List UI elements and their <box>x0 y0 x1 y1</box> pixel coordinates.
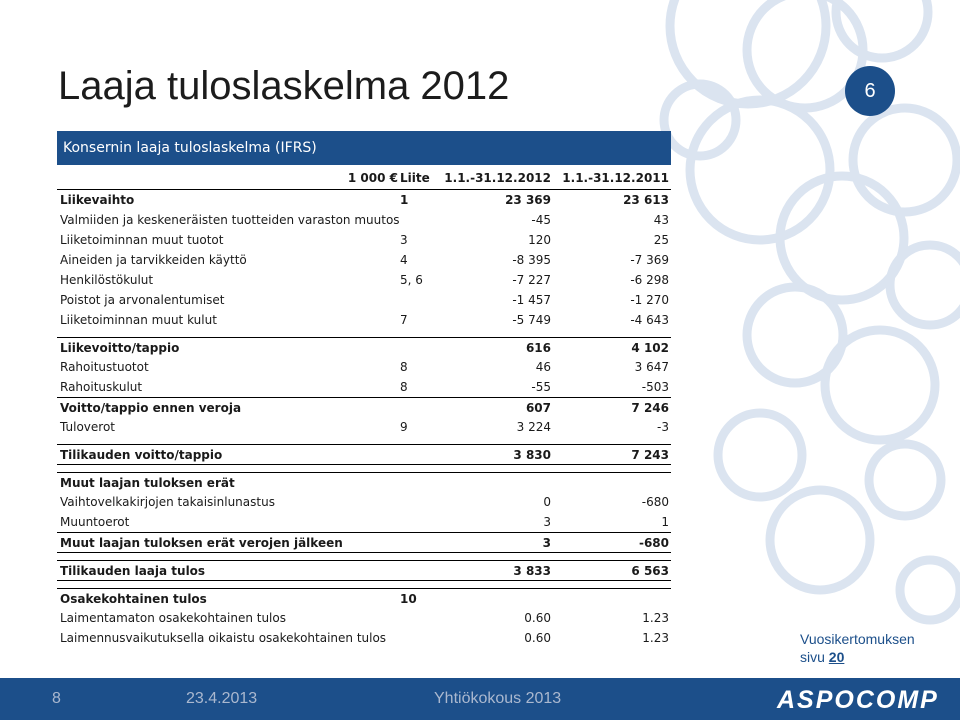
row-value-2012: 3 <box>543 515 551 529</box>
row-value-2011: 1 <box>661 515 669 529</box>
footer-event: Yhtiökokous 2013 <box>434 690 562 707</box>
table-row <box>57 357 671 377</box>
row-value-2012: 0 <box>543 495 551 509</box>
row-value-2011: -4 643 <box>630 313 669 327</box>
table-row <box>57 250 671 270</box>
row-value-2011: 1.23 <box>642 631 669 645</box>
row-label: Liiketoiminnan muut kulut <box>60 313 217 327</box>
row-value-2012: 23 369 <box>505 193 551 207</box>
table-row <box>57 512 671 532</box>
table-row <box>57 337 671 357</box>
table-row <box>57 417 671 437</box>
row-value-2011: -680 <box>641 495 669 509</box>
row-label: Poistot ja arvonalentumiset <box>60 293 225 307</box>
row-label: Liiketoiminnan muut tuotot <box>60 233 224 247</box>
row-label: Aineiden ja tarvikkeiden käyttö <box>60 253 247 267</box>
row-value-2011: 3 647 <box>634 360 669 374</box>
row-label: Laimennusvaikutuksella oikaistu osakekohtainen tulos <box>60 631 387 645</box>
row-value-2012: 46 <box>535 360 551 374</box>
row-value-2012: 0.60 <box>524 631 551 645</box>
table-row <box>57 190 671 210</box>
table-row <box>57 560 671 580</box>
row-label: Muut laajan tuloksen erät <box>60 476 235 490</box>
row-label: Tilikauden voitto/tappio <box>60 448 223 462</box>
table-row <box>57 444 671 464</box>
row-note: 7 <box>400 313 408 327</box>
row-value-2011: -680 <box>638 536 669 550</box>
row-label: Muuntoerot <box>60 515 130 529</box>
slide-number: 8 <box>52 690 61 707</box>
row-label: Muut laajan tuloksen erät verojen jälkeen <box>60 536 343 550</box>
row-note: 4 <box>400 253 408 267</box>
row-label: Rahoitustuotot <box>60 360 149 374</box>
row-note: 3 <box>400 233 408 247</box>
row-value-2012: 3 833 <box>513 564 551 578</box>
annual-report-line2: sivu 20 <box>800 649 845 665</box>
table-row <box>57 492 671 512</box>
row-value-2011: -6 298 <box>630 273 669 287</box>
row-value-2011: 23 613 <box>623 193 669 207</box>
table-row <box>57 377 671 397</box>
table-row <box>57 588 671 608</box>
row-note: 1 <box>400 193 409 207</box>
row-label: Vaihtovelkakirjojen takaisinlunastus <box>60 495 275 509</box>
column-2012-header: 1.1.-31.12.2012 <box>444 171 551 185</box>
unit-label: 1 000 € <box>347 171 398 185</box>
row-label: Tuloverot <box>60 420 115 434</box>
row-value-2012: -45 <box>531 213 551 227</box>
row-value-2011: 43 <box>653 213 669 227</box>
row-note: 9 <box>400 420 408 434</box>
row-value-2011: 6 563 <box>631 564 669 578</box>
row-label: Tilikauden laaja tulos <box>60 564 206 578</box>
annual-report-line1: Vuosikertomuksen <box>800 631 915 647</box>
row-value-2012: -7 227 <box>512 273 551 287</box>
row-value-2011: -7 369 <box>630 253 669 267</box>
row-label: Liikevaihto <box>60 193 135 207</box>
row-note: 10 <box>400 592 417 606</box>
row-label: Rahoituskulut <box>60 380 143 394</box>
row-value-2012: 120 <box>528 233 551 247</box>
annual-report-reference <box>800 630 915 666</box>
row-value-2011: 25 <box>653 233 669 247</box>
row-value-2011: -1 270 <box>630 293 669 307</box>
row-label: Osakekohtainen tulos <box>60 592 207 606</box>
page-badge: 6 <box>845 66 895 116</box>
row-value-2012: -1 457 <box>512 293 551 307</box>
row-value-2012: 3 830 <box>513 448 551 462</box>
income-statement-table <box>57 131 671 648</box>
row-label: Henkilöstökulut <box>60 273 154 287</box>
row-note: 8 <box>400 360 408 374</box>
table-row <box>57 532 671 552</box>
row-value-2011: 7 243 <box>631 448 669 462</box>
row-label: Laimentamaton osakekohtainen tulos <box>60 611 286 625</box>
row-label: Liikevoitto/tappio <box>60 341 180 355</box>
row-note: 8 <box>400 380 408 394</box>
row-value-2012: 3 <box>542 536 551 550</box>
row-value-2012: -5 749 <box>512 313 551 327</box>
column-2011-header: 1.1.-31.12.2011 <box>562 171 669 185</box>
row-value-2011: 4 102 <box>631 341 669 355</box>
annual-report-page-link[interactable]: 20 <box>828 649 845 665</box>
row-value-2012: 607 <box>525 401 551 415</box>
row-value-2012: 0.60 <box>524 611 551 625</box>
row-value-2011: -3 <box>657 420 669 434</box>
row-value-2011: 7 246 <box>631 401 669 415</box>
company-logo: ASPOCOMP <box>777 686 939 714</box>
row-note: 5, 6 <box>400 273 423 287</box>
row-value-2012: -55 <box>531 380 551 394</box>
table-row <box>57 608 671 628</box>
table-row <box>57 210 671 230</box>
table-row <box>57 270 671 290</box>
column-header-row <box>57 167 671 189</box>
table-heading: Konsernin laaja tuloslaskelma (IFRS) <box>57 131 671 165</box>
footer-bar <box>0 678 960 720</box>
table-row <box>57 290 671 310</box>
row-value-2011: -503 <box>641 380 669 394</box>
slide-title: Laaja tuloslaskelma 2012 <box>58 64 510 108</box>
table-row <box>57 397 671 417</box>
note-column-header: Liite <box>400 171 430 185</box>
table-row <box>57 230 671 250</box>
table-row <box>57 310 671 330</box>
row-value-2012: 616 <box>525 341 551 355</box>
table-row <box>57 628 671 648</box>
row-value-2011: 1.23 <box>642 611 669 625</box>
footer-date: 23.4.2013 <box>186 690 258 707</box>
row-value-2012: 3 224 <box>516 420 551 434</box>
table-row <box>57 472 671 492</box>
row-label: Valmiiden ja keskeneräisten tuotteiden varaston muutos <box>60 213 400 227</box>
row-value-2012: -8 395 <box>512 253 551 267</box>
row-label: Voitto/tappio ennen veroja <box>60 401 242 415</box>
